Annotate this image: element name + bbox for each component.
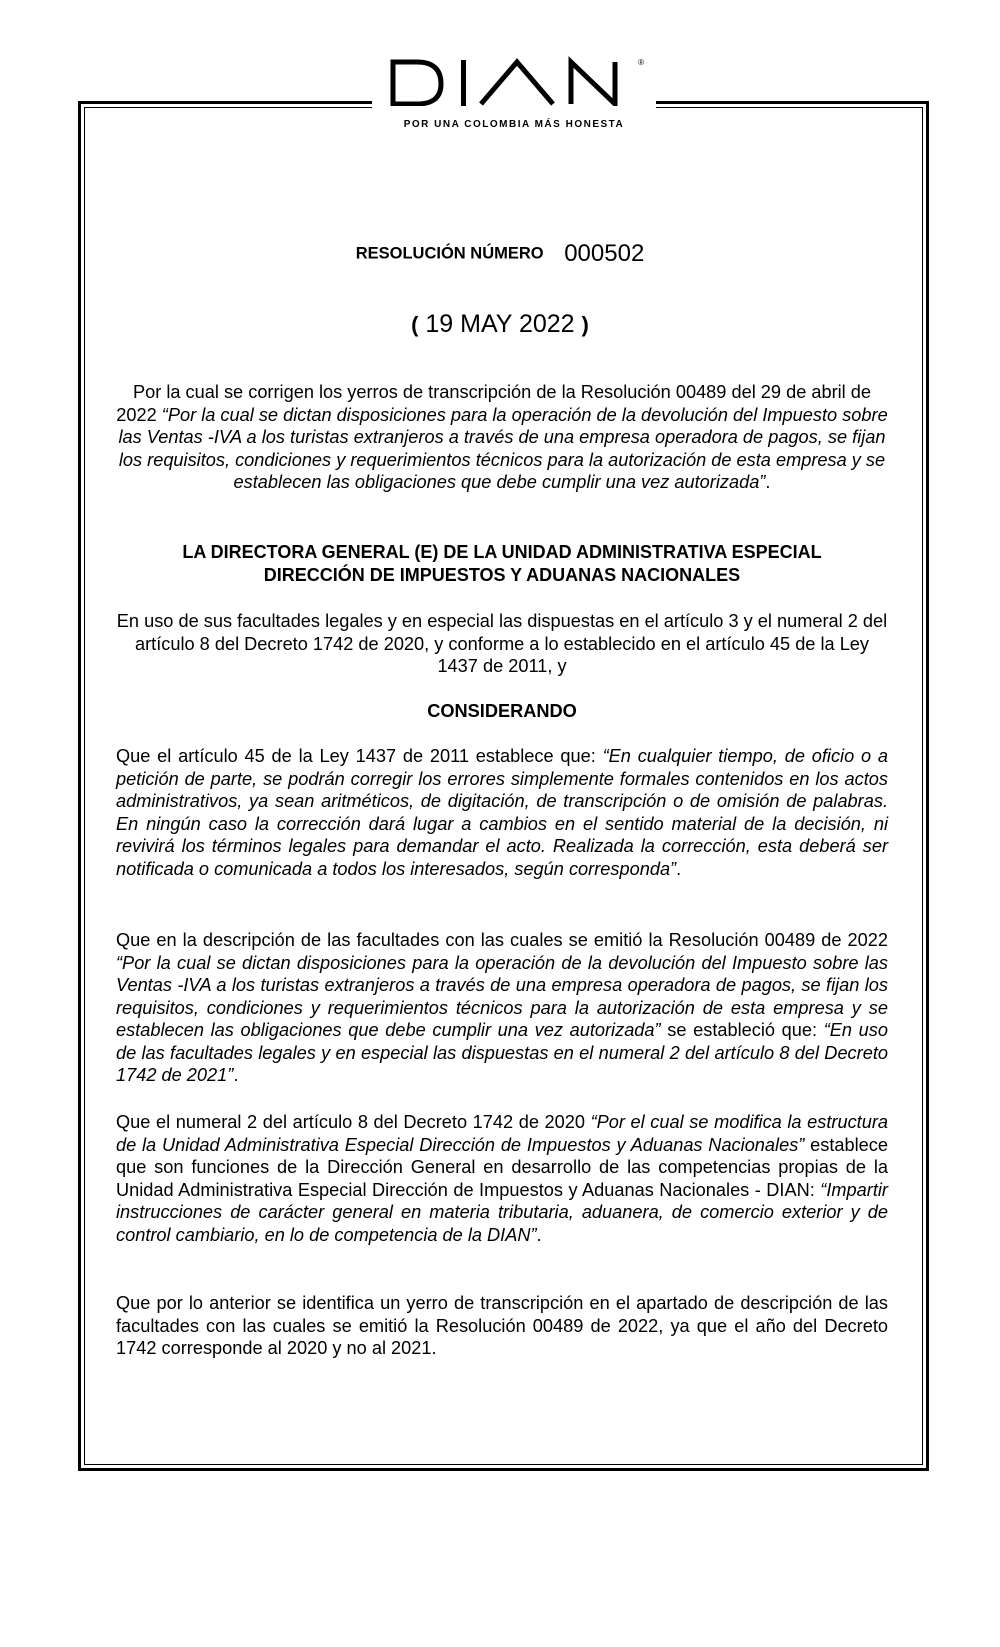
logo-tagline: POR UNA COLOMBIA MÁS HONESTA [403,119,625,130]
intro-end: . [765,472,771,492]
intro-text: Por la cual se corrigen los yerros de transcripción de la Resolución 00489 del 29 de abril de 2022 [116,382,872,425]
considerando-paragraph-1 [116,745,888,880]
p3-text-2: establece que son funciones de la Dirección General en desarrollo de las competencias propias de la Unidad Administrativa Especial Dirección de Impuestos y Aduanas Nacionales - DIAN: [116,1134,888,1200]
p2-quote-2: “En uso de las facultades legales y en especial las dispuestas en el numeral 2 del artículo 8 del Decreto 1742 de 2021” [116,1020,888,1085]
p3-quote-2: “Impartir instrucciones de carácter general en materia tributaria, aduanera, de comercio exterior y de control cambiario, en lo de competencia de la DIAN” [116,1179,888,1245]
intro-paragraph [116,381,888,494]
p1-quote: “En cualquier tiempo, de oficio o a petición de parte, se podrán corregir los errores simplemente formales contenidos en los actos administrativos, ya sean aritméticos, de digitación, de transcripción o de omisión de palabras. En ningún caso la corrección dará lugar a cambios en el sentido material de la decisión, ni revivirá los términos legales para demandar el acto. Realizada la corrección, esta deberá ser notificada o comunicada a todos los interesados, según corresponda” [116,746,888,879]
considerando-heading: CONSIDERANDO [427,701,577,721]
p1-text: Que el artículo 45 de la Ley 1437 de 2011 establece que: [116,746,603,766]
date-open-paren: ( [411,312,419,337]
resolution-label: RESOLUCIÓN NÚMERO [355,244,544,263]
date-close-paren: ) [581,312,589,337]
registered-mark: ® [638,58,644,67]
considerando-paragraph-2 [116,929,888,1087]
facultades-paragraph: En uso de sus facultades legales y en especial las dispuestas en el artículo 3 y el numeral 2 del artículo 8 del Decreto 1742 de 2020, y conforme a lo establecido en el artículo 45 de la Ley 1437 de 2011, y [116,611,888,676]
p2-text-2: se estableció que: [660,1020,824,1040]
p3-text-1: Que el numeral 2 del artículo 8 del Decreto 1742 de 2020 [116,1112,591,1132]
intro-quote: “Por la cual se dictan disposiciones para la operación de la devolución del Impuesto sobre las Ventas -IVA a los turistas extranjeros a través de una empresa operadora de pagos, se fijan los requisitos, condiciones y requerimientos técnicos para la autorización de esta empresa y se establecen las obligaciones que debe cumplir una vez autorizada” [118,404,888,492]
director-line-1: LA DIRECTORA GENERAL (E) DE LA UNIDAD ADMINISTRATIVA ESPECIAL [182,542,822,562]
resolution-number-line [0,240,1000,268]
p1-end: . [676,858,682,879]
p3-quote-1: “Por el cual se modifica la estructura de la Unidad Administrativa Especial Dirección de Impuestos y Aduanas Nacionales” [116,1112,889,1155]
p2-quote-1: “Por la cual se dictan disposiciones para la operación de la devolución del Impuesto sobre las Ventas -IVA a los turistas extranjeros a través de una empresa operadora de pagos, se fijan los requisitos, condiciones y requerimientos técnicos para la autorización de esta empresa y se establecen las obligaciones que debe cumplir una vez autorizada” [116,952,888,1040]
p3-end: . [536,1224,542,1245]
p2-text-1: Que en la descripción de las facultades con las cuales se emitió la Resolución 00489 de 2022 [116,930,888,950]
dian-wordmark-icon [389,56,639,106]
p2-end: . [233,1065,239,1085]
director-line-2: DIRECCIÓN DE IMPUESTOS Y ADUANAS NACIONALES [263,564,741,585]
resolution-date: 19 MAY 2022 [425,310,575,338]
considerando-paragraph-3 [116,1111,888,1246]
considerando-paragraph-4: Que por lo anterior se identifica un yerro de transcripción en el apartado de descripción de las facultades con las cuales se emitió la Resolución 00489 de 2022, ya que el año del Decreto 1742 corresponde al 2020 y no al 2021. [116,1293,888,1358]
resolution-number: 000502 [564,240,645,267]
director-heading [116,541,888,586]
resolution-date-line [0,310,1000,339]
dian-logo [372,56,656,136]
